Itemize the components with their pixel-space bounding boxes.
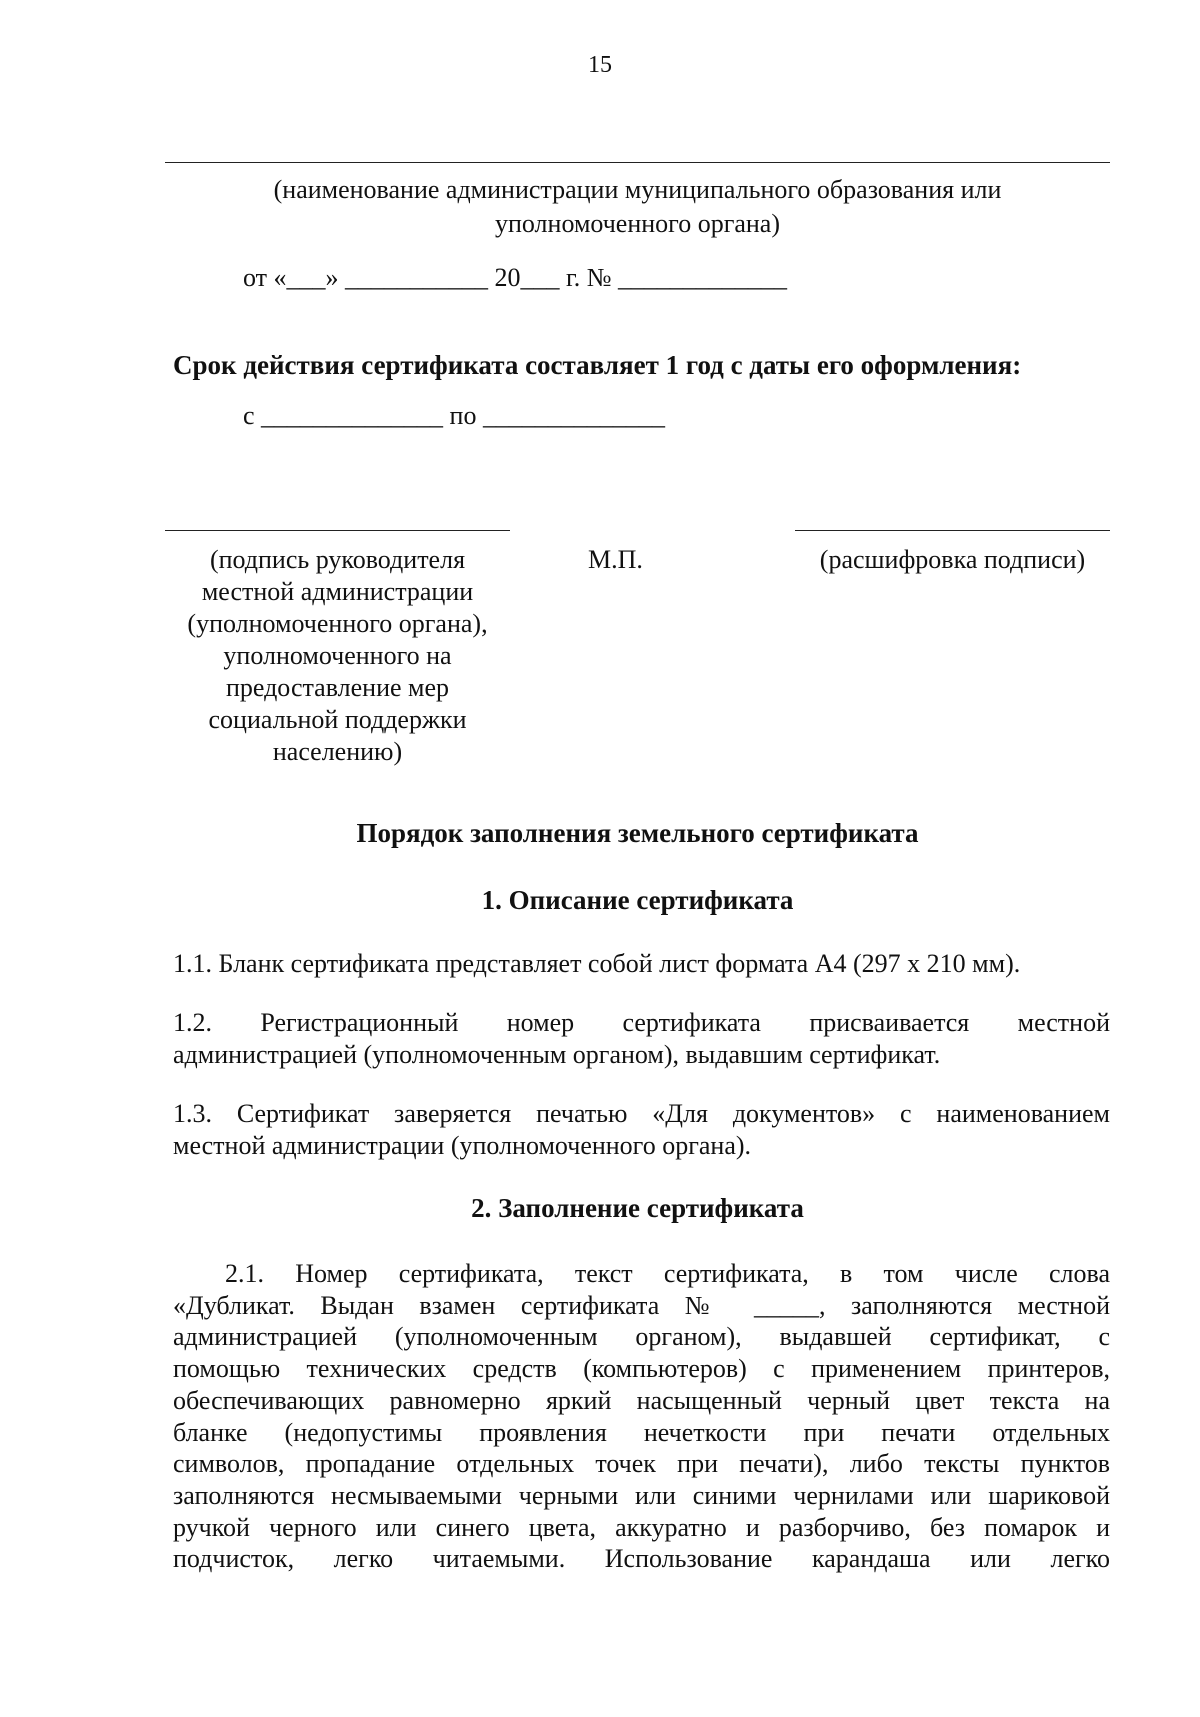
signature-left-caption <box>155 544 520 768</box>
paragraph-2-1-line: заполняются несмываемыми черными или синими чернилами или шариковой <box>173 1480 1110 1510</box>
section-1-title: 1. Описание сертификата <box>481 885 794 915</box>
signature-left-caption-line: социальной поддержки <box>208 705 467 734</box>
page-number: 15 <box>588 52 612 78</box>
paragraph-2-1-line: обеспечивающих равномерно яркий насыщенный черный цвет текста на <box>173 1385 1110 1415</box>
paragraph-2-1-line: администрацией (уполномоченным органом), выдавшей сертификат, с <box>173 1322 1110 1352</box>
paragraph-2-1-line: символов, пропадание отдельных точек при печати), либо тексты пунктов <box>173 1449 1110 1479</box>
paragraph-1-2-line-1: 1.2. Регистрационный номер сертификата присваивается местной <box>173 1008 1110 1037</box>
signature-line-left <box>165 530 510 531</box>
paragraph-1-3-line-1: 1.3. Сертификат заверяется печатью «Для документов» с наименованием <box>173 1099 1110 1128</box>
org-name-line <box>165 162 1110 163</box>
paragraph-2-1-line: подчисток, легко читаемыми. Использование карандаша или легко <box>173 1544 1110 1574</box>
paragraph-2-1 <box>173 1258 1110 1575</box>
validity-period-line: с ______________ по ______________ <box>243 401 665 430</box>
signature-right-caption: (расшифровка подписи) <box>819 545 1086 574</box>
signature-left-caption-line: уполномоченного на <box>223 641 452 670</box>
signature-line-right <box>795 530 1110 531</box>
org-caption-line-2: уполномоченного органа) <box>494 209 781 238</box>
paragraph-1-1: 1.1. Бланк сертификата представляет собой лист формата А4 (297 х 210 мм). <box>173 949 1021 978</box>
paragraph-2-1-line: 2.1. Номер сертификата, текст сертификата, в том числе слова <box>225 1259 1110 1288</box>
stamp-placeholder: М.П. <box>588 545 643 574</box>
date-number-line: от «___» ___________ 20___ г. № _____________ <box>243 263 788 292</box>
signature-left-caption-line: (подпись руководителя <box>209 545 466 574</box>
section-2-title: 2. Заполнение сертификата <box>471 1193 804 1223</box>
paragraph-2-1-line: помощью технических средств (компьютеров) с применением принтеров, <box>173 1354 1110 1384</box>
paragraph-1-2-line-2: администрацией (уполномоченным органом), выдавшим сертификат. <box>173 1040 941 1069</box>
signature-left-caption-line: местной администрации <box>201 577 474 606</box>
paragraph-2-1-line: бланке (недопустимы проявления нечеткости при печати отдельных <box>173 1417 1110 1447</box>
validity-title: Срок действия сертификата составляет 1 год с даты его оформления: <box>173 350 1022 380</box>
procedure-title: Порядок заполнения земельного сертификата <box>356 818 919 848</box>
paragraph-2-1-line: «Дубликат. Выдан взамен сертификата № _____, заполняются местной <box>173 1290 1110 1320</box>
signature-left-caption-line: (уполномоченного органа), <box>187 609 488 638</box>
paragraph-1-3-line-2: местной администрации (уполномоченного органа). <box>173 1131 752 1160</box>
signature-left-caption-line: предоставление мер <box>225 673 450 702</box>
signature-left-caption-line: населению) <box>272 737 403 766</box>
org-caption-line-1: (наименование администрации муниципального образования или <box>273 175 1002 204</box>
paragraph-2-1-line: ручкой черного или синего цвета, аккуратно и разборчиво, без помарок и <box>173 1512 1110 1542</box>
